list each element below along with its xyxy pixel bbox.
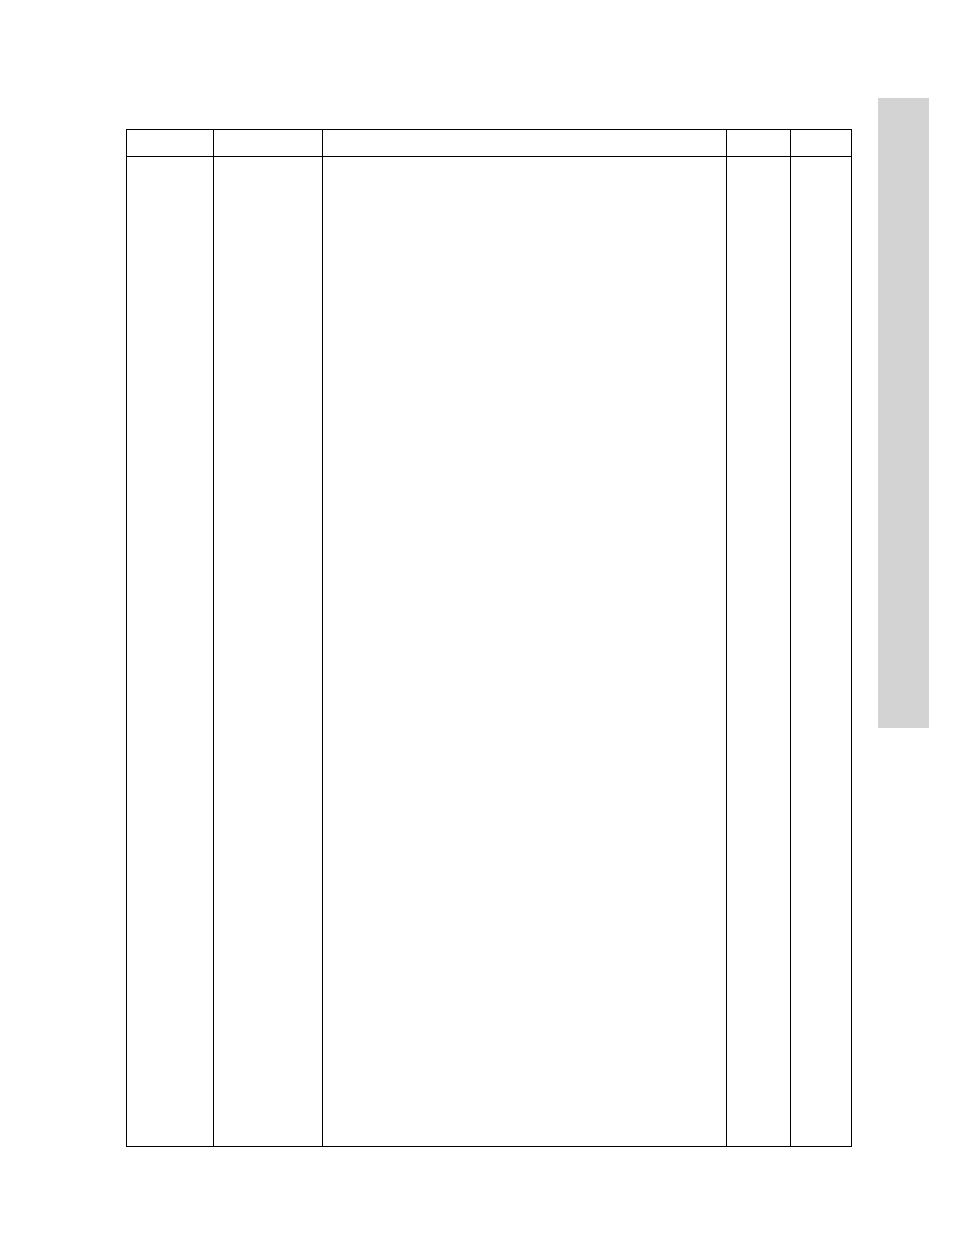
- header-part-number: [214, 130, 322, 156]
- header-rev: [791, 130, 852, 156]
- header-description: [323, 130, 726, 156]
- header-fig-item: [127, 130, 213, 156]
- header-divider: [127, 156, 851, 157]
- section-side-tab: [878, 98, 929, 728]
- column-divider: [322, 130, 323, 1146]
- parts-table: [126, 129, 852, 1147]
- column-divider: [790, 130, 791, 1146]
- column-divider: [213, 130, 214, 1146]
- column-divider: [726, 130, 727, 1146]
- header-qty: [727, 130, 790, 156]
